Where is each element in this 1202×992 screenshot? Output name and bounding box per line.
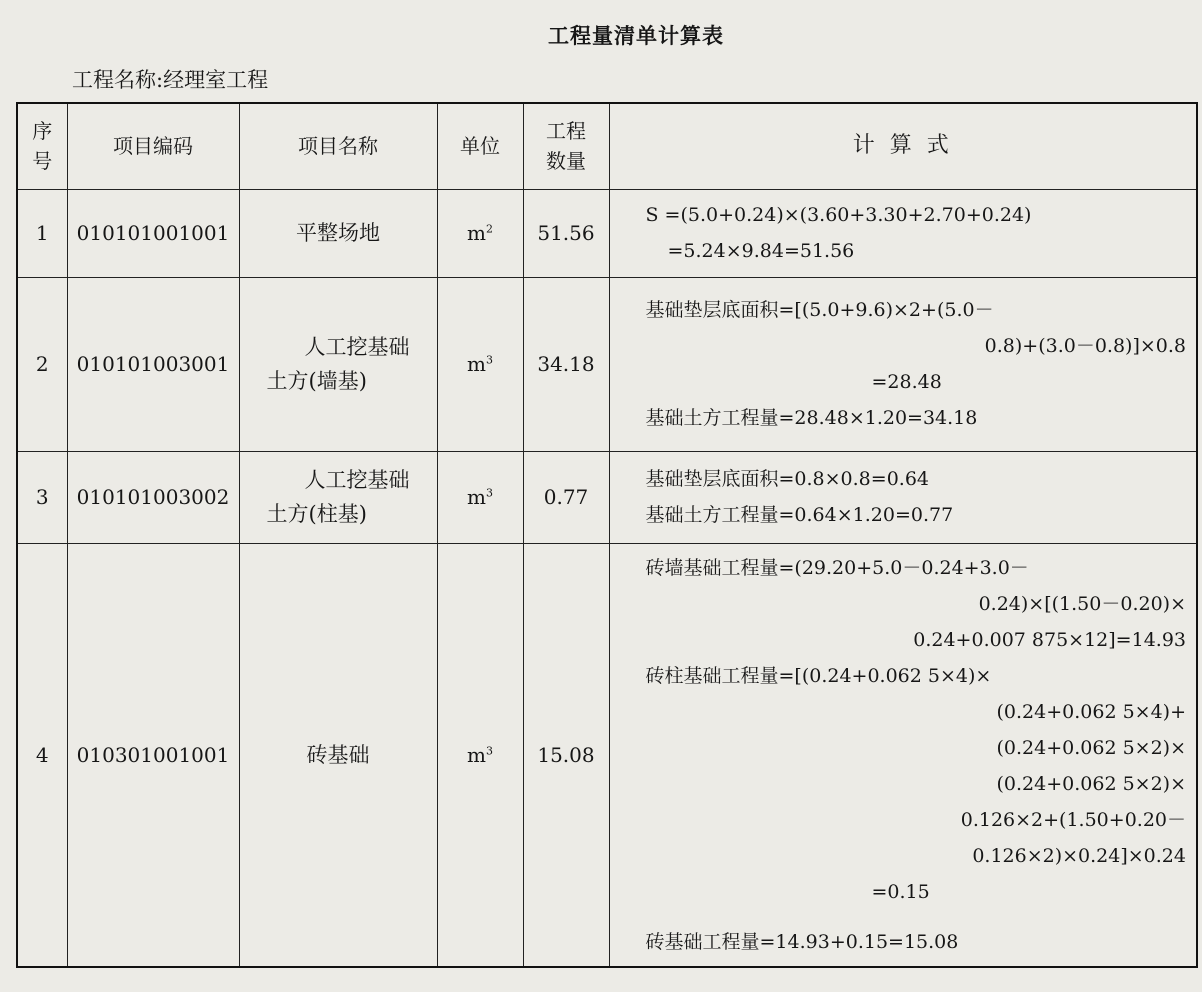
table-header-row [17, 103, 1197, 189]
table-row [17, 451, 1197, 543]
row-name: 人工挖基础 土方(墙基) [239, 277, 437, 451]
header-code: 项目编码 [67, 103, 239, 189]
table-row [17, 189, 1197, 277]
table-row [17, 277, 1197, 451]
row-name: 平整场地 [239, 189, 437, 277]
row-seq: 2 [17, 277, 67, 451]
row-unit: $m^3$ [437, 277, 523, 451]
row-seq: 1 [17, 189, 67, 277]
header-name: 项目名称 [239, 103, 437, 189]
header-unit: 单位 [437, 103, 523, 189]
row-formula: 基础垫层底面积=[(5.0+9.6)×2+(5.0－ 0.8)+(3.0－0.8)]×0.8 =28.48 基础土方工程量=28.48×1.20=34.18 [609, 277, 1197, 451]
row-name: 砖基础 [239, 543, 437, 967]
row-qty: 34.18 [523, 277, 609, 451]
row-name: 人工挖基础 土方(柱基) [239, 451, 437, 543]
row-formula: 砖墙基础工程量=(29.20+5.0－0.24+3.0－ 0.24)×[(1.50－0.20)× 0.24+0.007 875×12]=14.93 砖柱基础工程量=[(0.24+0.062 5×4)× (0.24+0.062 5×4)+ (0.24+0.062 5×2)× (0.24+0.062 5×2)× 0.126×2+(1.50+0.20－ 0.126×2)×0.24]×0.24 =0.15 砖基础工程量=14.93+0.15=15.08 [609, 543, 1197, 967]
row-unit: $m^3$ [437, 543, 523, 967]
row-code: 010101003001 [67, 277, 239, 451]
quantity-table [16, 102, 1198, 968]
header-seq: 序号 [17, 103, 67, 189]
row-code: 010301001001 [67, 543, 239, 967]
table-row [17, 543, 1197, 967]
header-qty: 工程数量 [523, 103, 609, 189]
row-code: 010101001001 [67, 189, 239, 277]
header-formula: 计 算 式 [609, 103, 1197, 189]
row-unit: $m^3$ [437, 451, 523, 543]
row-formula: 基础垫层底面积=0.8×0.8=0.64 基础土方工程量=0.64×1.20=0.77 [609, 451, 1197, 543]
row-seq: 3 [17, 451, 67, 543]
row-formula: S =(5.0+0.24)×(3.60+3.30+2.70+0.24) =5.24×9.84=51.56 [609, 189, 1197, 277]
row-seq: 4 [17, 543, 67, 967]
row-qty: 0.77 [523, 451, 609, 543]
row-qty: 15.08 [523, 543, 609, 967]
row-code: 010101003002 [67, 451, 239, 543]
project-name: 工程名称:经理室工程 [72, 68, 269, 92]
table-title: 工程量清单计算表 [548, 24, 724, 48]
row-qty: 51.56 [523, 189, 609, 277]
row-unit: $m^2$ [437, 189, 523, 277]
